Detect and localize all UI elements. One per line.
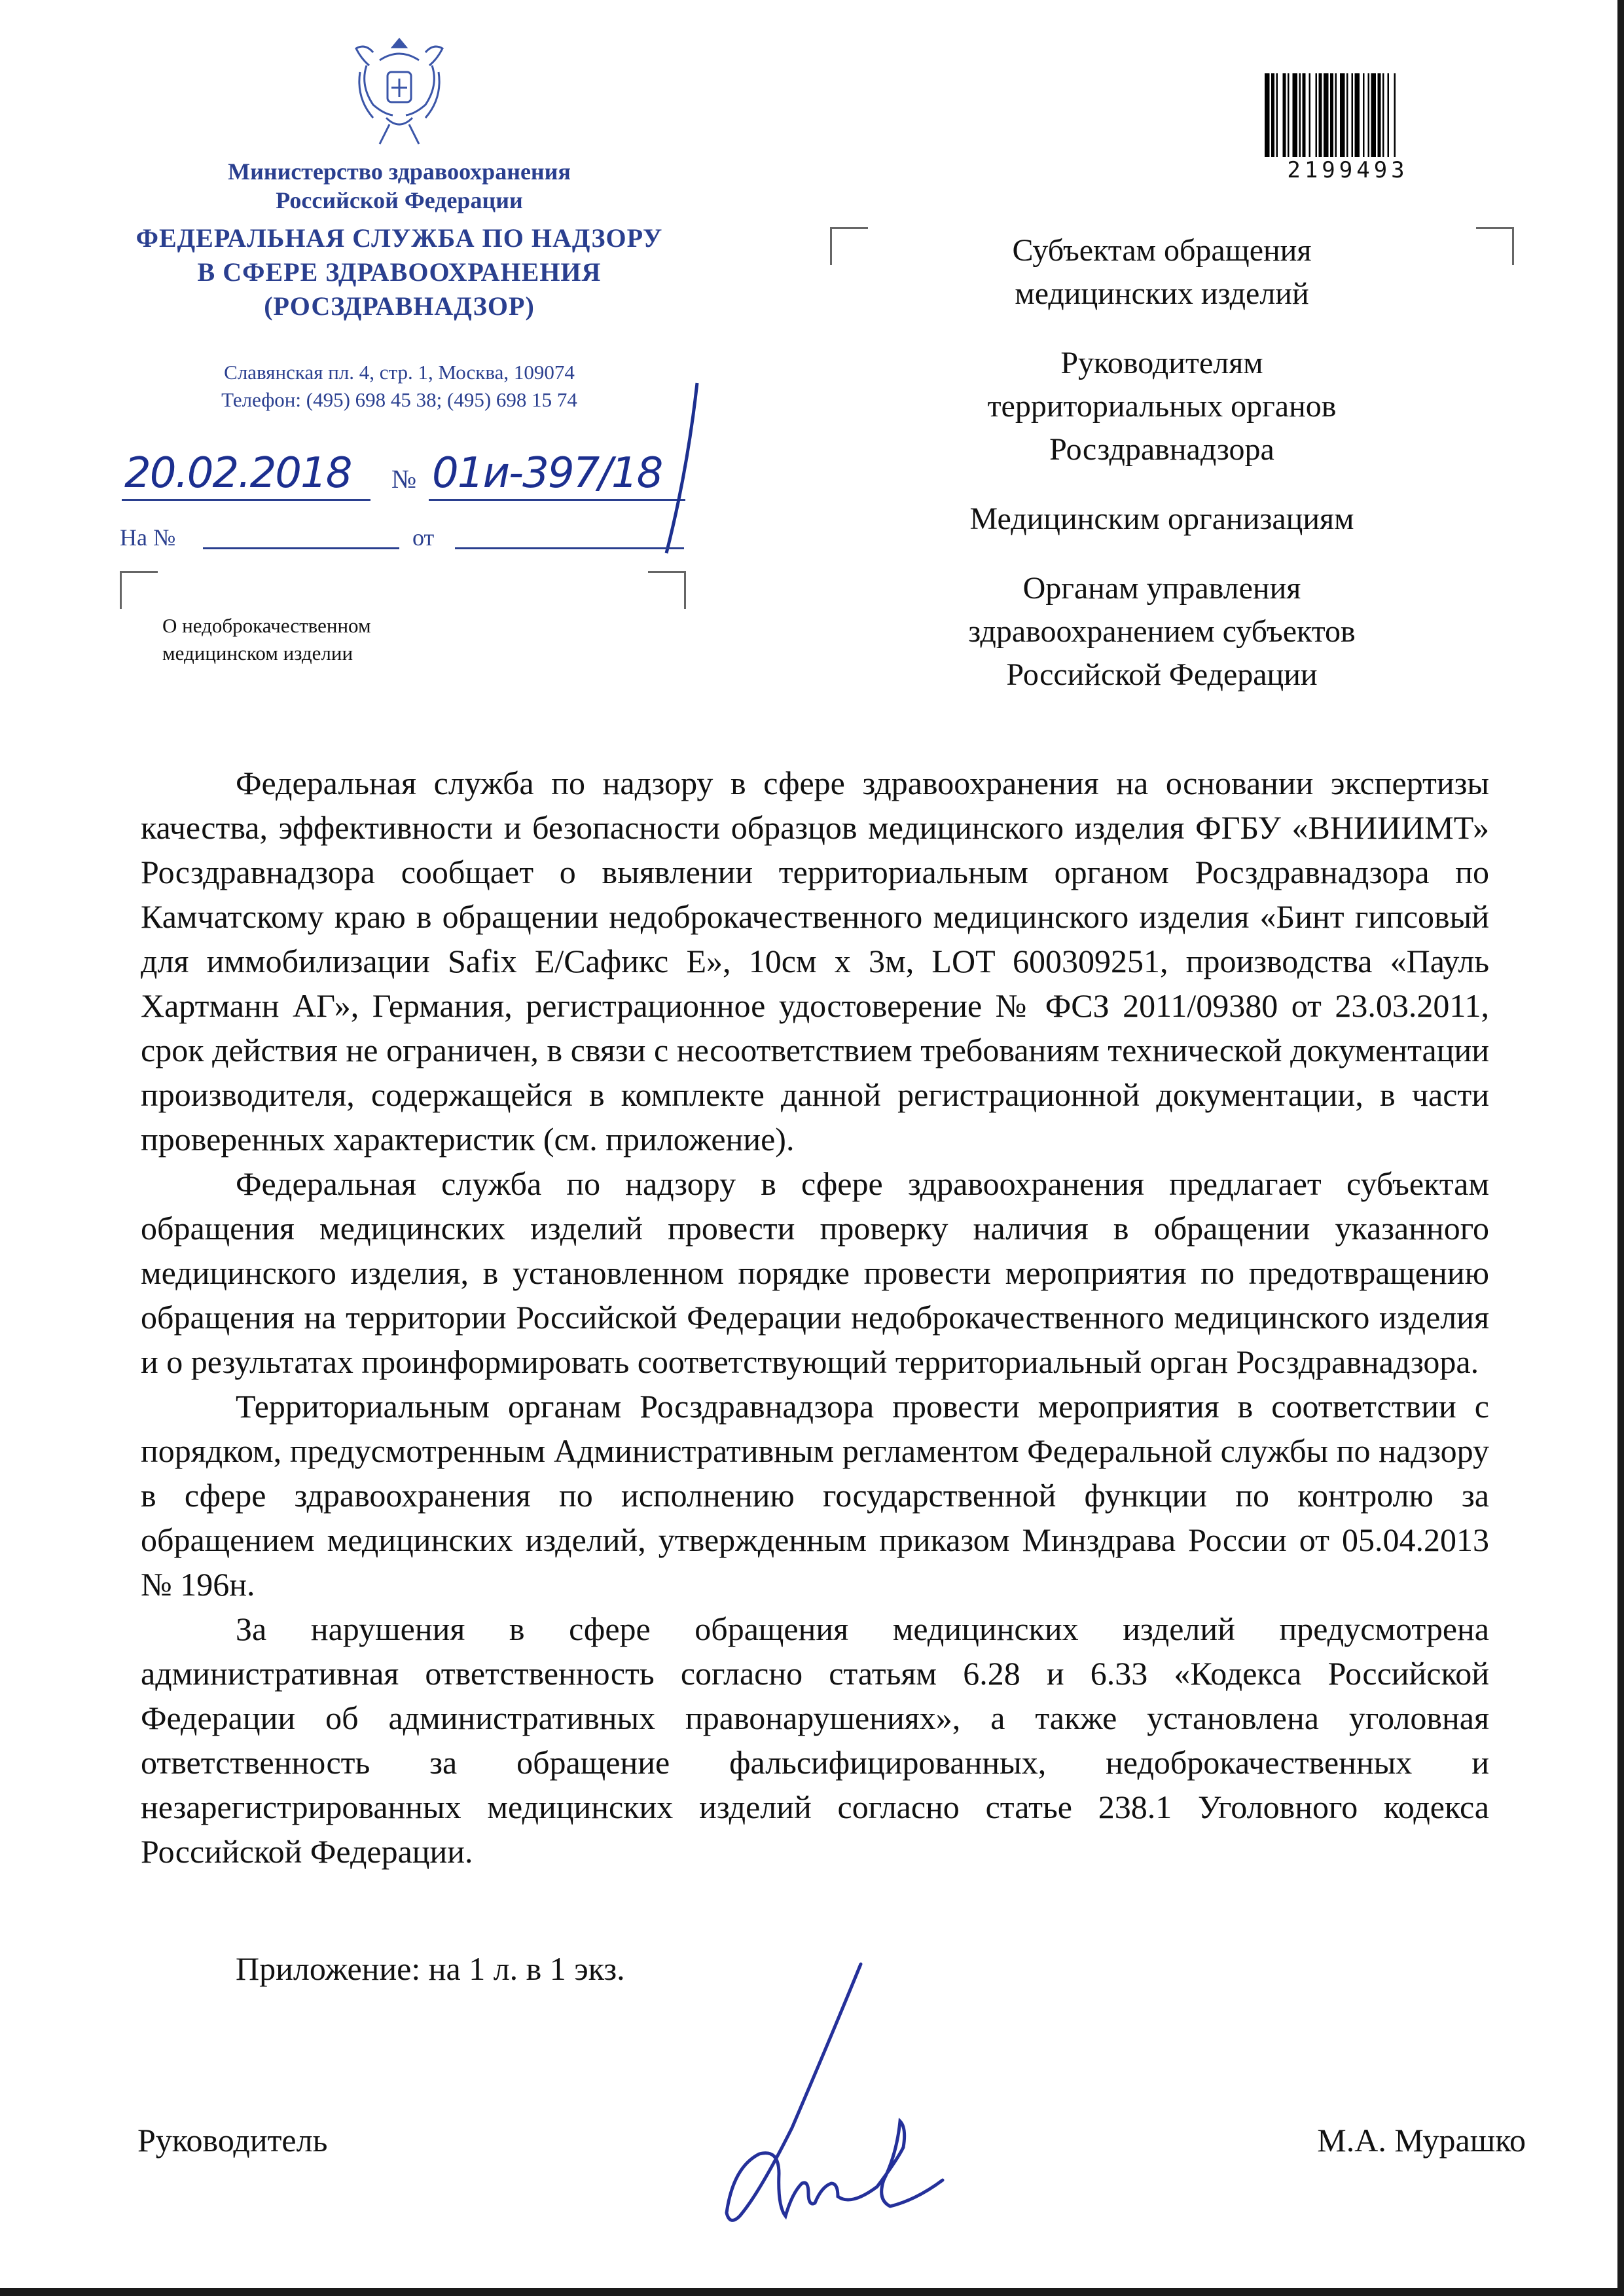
body-paragraph: За нарушения в сфере обращения медицинских изделий предусмотрена административная ответственность согласно статьям 6.28 и 6.33 «Кодекса Российской Федерации об административных правонарушениях», а также установлена уголовная ответственность за обращение фальсифицированных, недоброкачественных и незарегистрированных медицинских изделий согласно статье 238.1 Уголовного кодекса Российской Федерации. — [141, 1611, 1489, 1870]
agency-line: ФЕДЕРАЛЬНАЯ СЛУЖБА ПО НАДЗОРУ — [135, 223, 663, 253]
addressee-line: Российской Федерации — [1006, 657, 1318, 692]
subject-line — [162, 612, 371, 667]
addressee-line: Руководителям — [1060, 346, 1263, 380]
scan-edge — [1617, 0, 1624, 2296]
appendix-note: Приложение: на 1 л. в 1 экз. — [236, 1950, 625, 1987]
reference-number-line — [203, 547, 399, 549]
date-underline — [122, 499, 370, 501]
addressee-item — [851, 498, 1473, 541]
addressee-list — [851, 229, 1473, 723]
agency-address — [98, 359, 700, 414]
reference-date-line — [455, 547, 684, 549]
addressee-line: территориальных органов — [987, 389, 1337, 424]
signer-title: Руководитель — [137, 2122, 328, 2159]
ministry-name — [98, 157, 700, 215]
signer-name: М.А. Мурашко — [1317, 2122, 1526, 2159]
handwritten-signature — [681, 1958, 982, 2232]
addressee-item — [851, 229, 1473, 316]
agency-line: В СФЕРЕ ЗДРАВООХРАНЕНИЯ — [197, 257, 602, 287]
corner-mark — [120, 571, 158, 609]
ministry-line: Министерство здравоохранения — [228, 158, 571, 185]
addressee-line: Росздравнадзора — [1049, 432, 1274, 467]
ministry-line: Российской Федерации — [276, 187, 523, 213]
addressee-line: Медицинским организациям — [969, 501, 1354, 536]
barcode-icon — [1263, 73, 1432, 157]
number-sign: № — [391, 464, 417, 494]
reference-from-label: от — [412, 524, 435, 551]
corner-mark — [1476, 227, 1514, 265]
body-paragraph: Федеральная служба по надзору в сфере здравоохранения предлагает субъектам обращения медицинских изделий провести проверку наличия в обращении указанного медицинского изделия, в установленном порядке провести мероприятия по предотвращению обращения на территории Российской Федерации недоброкачественного медицинского изделия и о результатах проинформировать соответствующий территориальный орган Росздравнадзора. — [141, 1165, 1489, 1380]
address-line: Телефон: (495) 698 45 38; (495) 698 15 74 — [221, 388, 577, 411]
reference-label: На № — [120, 524, 176, 551]
scan-edge — [0, 2288, 1624, 2296]
addressee-line: Субъектам обращения — [1012, 233, 1312, 268]
document-number: 01и-397/18 — [432, 449, 662, 498]
agency-line: (РОСЗДРАВНАДЗОР) — [264, 291, 535, 321]
coat-of-arms-icon — [347, 26, 452, 151]
body-paragraph: Федеральная служба по надзору в сфере здравоохранения на основании экспертизы качества, эффективности и безопасности образцов медицинского изделия ФГБУ «ВНИИИМТ» Росздравнадзора сообщает о выявлении территориальным органом Росздравнадзора по Камчатскому краю в обращении недоброкачественного медицинского изделия «Бинт гипсовый для иммобилизации Safix E/Сафикс E», 10см х 3м, LOT 600309251, производства «Пауль Хартманн АГ», Германия, регистрационное удостоверение № ФСЗ 2011/09380 от 23.03.2011, срок действия не ограничен, в связи с несоответствием требованиям технической документации производителя, содержащейся в комплекте данной регистрационной документации, в части проверенных характеристик (см. приложение). — [141, 765, 1489, 1157]
document-date: 20.02.2018 — [124, 449, 352, 498]
addressee-line: Органам управления — [1022, 571, 1301, 606]
address-line: Славянская пл. 4, стр. 1, Москва, 109074 — [224, 361, 575, 384]
addressee-item — [851, 342, 1473, 471]
letter-body — [141, 761, 1489, 1874]
subject-text-line: медицинском изделии — [162, 642, 353, 665]
addressee-line: здравоохранением субъектов — [968, 614, 1356, 649]
barcode-number: 2199493 — [1287, 157, 1409, 183]
agency-name — [98, 221, 700, 323]
addressee-line: медицинских изделий — [1015, 276, 1309, 311]
corner-mark — [648, 571, 686, 609]
addressee-item — [851, 567, 1473, 697]
number-underline — [429, 499, 685, 501]
handwritten-slash — [661, 380, 700, 556]
body-paragraph: Территориальным органам Росздравнадзора провести мероприятия в соответствии с порядком, предусмотренным Административным регламентом Федеральной службы по надзору в сфере здравоохранения по исполнению государственной функции по контролю за обращением медицинских изделий, утвержденным приказом Минздрава России от 05.04.2013 № 196н. — [141, 1388, 1489, 1603]
subject-text-line: О недоброкачественном — [162, 614, 371, 637]
